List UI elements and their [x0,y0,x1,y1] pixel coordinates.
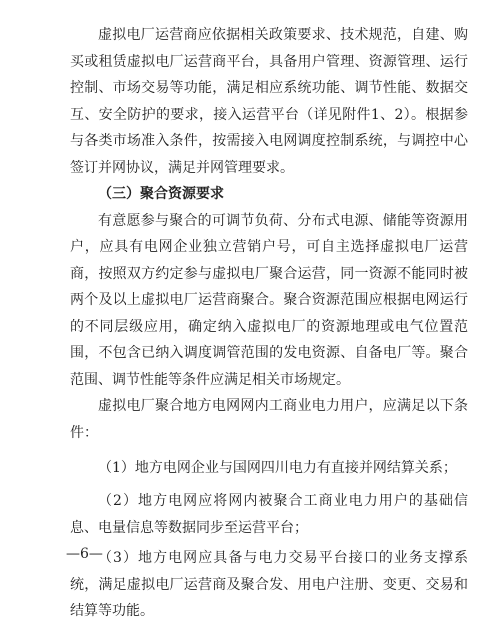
page-number: —6— [66,546,103,562]
paragraph-aggregated-resources: 有意愿参与聚合的可调节负荷、分布式电源、储能等资源用户，应具有电网企业独立营销户号，可自主选择虚拟电厂运营商，按照双方约定参与虚拟电厂聚合运营，同一资源不能同时被两个及以上虚拟电厂运营商聚合。聚合资源范围应根据电网运行的不同层级应用，确定纳入虚拟电厂的资源地理或电气位置范围，不包含已纳入调度调管范围的发电资源、自备电厂等。聚合范围、调节性能等条件应满足相关市场规定。 [70,212,468,388]
paragraph-local-grid-conditions: 虚拟电厂聚合地方电网网内工商业电力用户，应满足以下条件： [70,398,468,441]
section-heading-aggregated-resources: （三）聚合资源要求 [98,186,224,202]
condition-item-1: （1）地方电网企业与国网四川电力有直接并网结算关系； [98,460,457,476]
paragraph-platform-requirements: 虚拟电厂运营商应依据相关政策要求、技术规范，自建、购买或租赁虚拟电厂运营商平台，具备用户管理、资源管理、运行控制、市场交易等功能，满足相应系统功能、调节性能、数据交互、安全防护的要求，接入运营平台（详见附件1、2）。根据参与各类市场准入条件，按需接入电网调度控制系统，与调控中心签订并网协议，满足并网管理要求。 [70,27,468,176]
condition-item-3: （3）地方电网应具备与电力交易平台接口的业务支撑系统，满足虚拟电厂运营商及聚合发、用电户注册、变更、交易和结算等功能。 [70,550,468,619]
document-body [70,22,468,629]
condition-item-2: （2）地方电网应将网内被聚合工商业电力用户的基础信息、电量信息等数据同步至运营平台； [70,493,468,536]
